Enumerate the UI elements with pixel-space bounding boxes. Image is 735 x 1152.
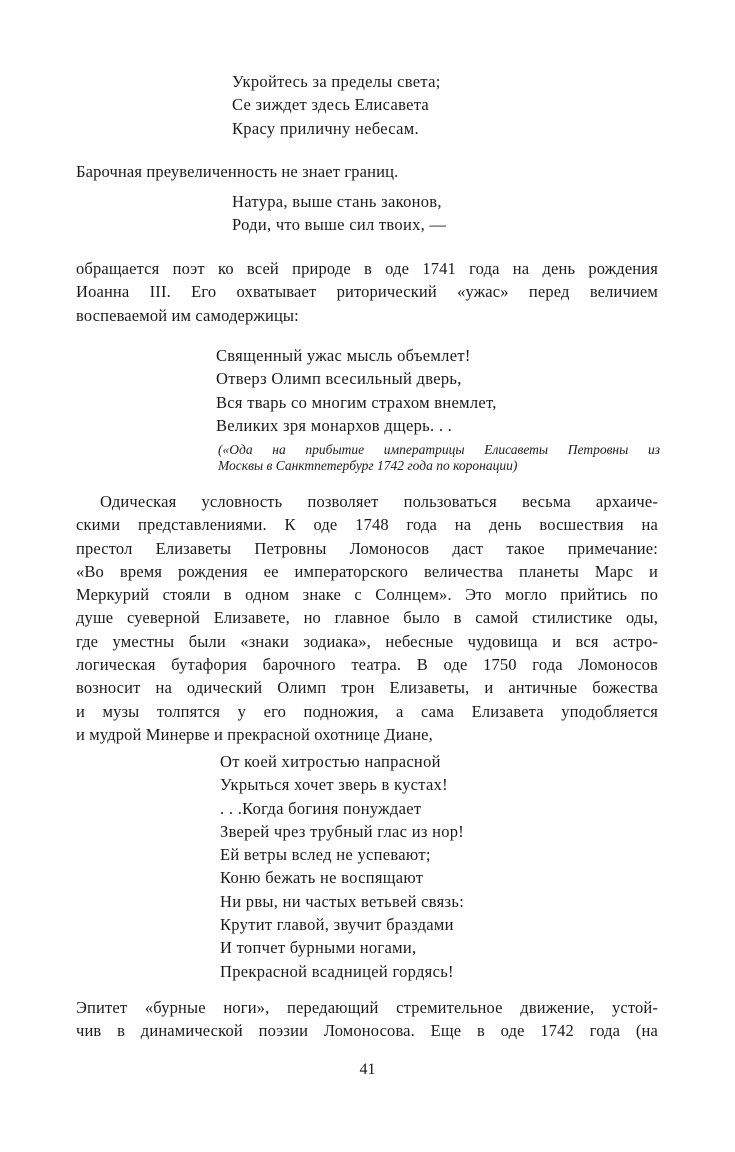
verse-line: Ни рвы, ни частых ветьвей связь: bbox=[220, 891, 465, 911]
prose-line: скими представлениями. К оде 1748 года на день восшествия на bbox=[76, 515, 658, 535]
verse-line: Ей ветры вслед не успевают; bbox=[220, 845, 431, 865]
prose-line: чив в динамической поэзии Ломоносова. Еще в оде 1742 года (на bbox=[76, 1021, 658, 1041]
poem-attribution bbox=[218, 442, 660, 473]
prose-line: Эпитет «бурные ноги», передающий стремительное движение, устой- bbox=[76, 998, 658, 1017]
verse-block-1 bbox=[232, 70, 441, 140]
verse-line: Вся тварь со многим страхом внемлет, bbox=[216, 392, 497, 412]
prose-line: воспеваемой им самодержицы: bbox=[76, 305, 299, 325]
verse-line: Укройтесь за пределы света; bbox=[232, 72, 441, 91]
page-number: 41 bbox=[359, 1061, 376, 1078]
prose-line: возносит на одический Олимп трон Елизаветы, и античные божества bbox=[76, 678, 658, 698]
prose-line: Меркурий стояли в одном знаке с Солнцем». Это могло прийтись по bbox=[76, 585, 658, 605]
verse-line: От коей хитростью напрасной bbox=[220, 752, 441, 771]
prose-block-4 bbox=[76, 996, 658, 1043]
verse-block-4 bbox=[220, 750, 464, 983]
prose-line: Барочная преувеличенность не знает границ. bbox=[76, 162, 399, 181]
attribution-line: («Ода на прибытие императрицы Елисаветы Петровны из bbox=[218, 442, 660, 457]
verse-line: Зверей чрез трубный глас из нор! bbox=[220, 821, 465, 841]
verse-line: Красу приличну небесам. bbox=[232, 118, 419, 138]
verse-block-3 bbox=[216, 344, 497, 437]
verse-line: Великих зря монархов дщерь. . . bbox=[216, 415, 453, 435]
prose-block-3 bbox=[76, 490, 658, 746]
prose-line: Одическая условность позволяет пользоваться весьма архаиче- bbox=[100, 492, 658, 511]
verse-line: Роди, что выше сил твоих, — bbox=[232, 215, 447, 235]
verse-line: И топчет бурными ногами, bbox=[220, 938, 417, 958]
verse-line: Натура, выше стань законов, bbox=[232, 192, 442, 211]
prose-line: душе суеверной Елизавете, но главное было в самой стилистике оды, bbox=[76, 608, 658, 628]
verse-line: Укрыться хочет зверь в кустах! bbox=[220, 775, 448, 795]
prose-line: и мудрой Минерве и прекрасной охотнице Диане, bbox=[76, 724, 433, 744]
prose-line: и музы толпятся у его подножия, а сама Елизавета уподобляется bbox=[76, 701, 658, 721]
verse-line: Священный ужас мысль объемлет! bbox=[216, 346, 471, 365]
prose-line: обращается поэт ко всей природе в оде 1741 года на день рождения bbox=[76, 259, 658, 278]
verse-line: Се зиждет здесь Елисавета bbox=[232, 95, 430, 115]
verse-line: Прекрасной всадницей гордясь! bbox=[220, 961, 454, 981]
verse-block-2 bbox=[232, 190, 446, 237]
prose-line: «Во время рождения ее императорского величества планеты Марс и bbox=[76, 561, 658, 581]
prose-line: престол Елизаветы Петровны Ломоносов даст такое примечание: bbox=[76, 538, 658, 558]
prose-block-1 bbox=[76, 160, 658, 183]
prose-block-2 bbox=[76, 257, 658, 327]
prose-line: где уместны были «знаки зодиака», небесные чудовища и вся астро- bbox=[76, 631, 658, 651]
attribution-line: Москвы в Санктпетербург 1742 года по коронации) bbox=[218, 457, 518, 473]
prose-line: Иоанна III. Его охватывает риторический «ужас» перед величием bbox=[76, 282, 658, 302]
verse-line: Крутит главой, звучит браздами bbox=[220, 915, 454, 935]
prose-line: логическая бутафория барочного театра. В оде 1750 года Ломоносов bbox=[76, 655, 658, 675]
verse-line: Коню бежать не воспящают bbox=[220, 868, 424, 888]
verse-line: Отверз Олимп всесильный дверь, bbox=[216, 369, 462, 389]
verse-line: . . .Когда богиня понуждает bbox=[220, 798, 422, 818]
